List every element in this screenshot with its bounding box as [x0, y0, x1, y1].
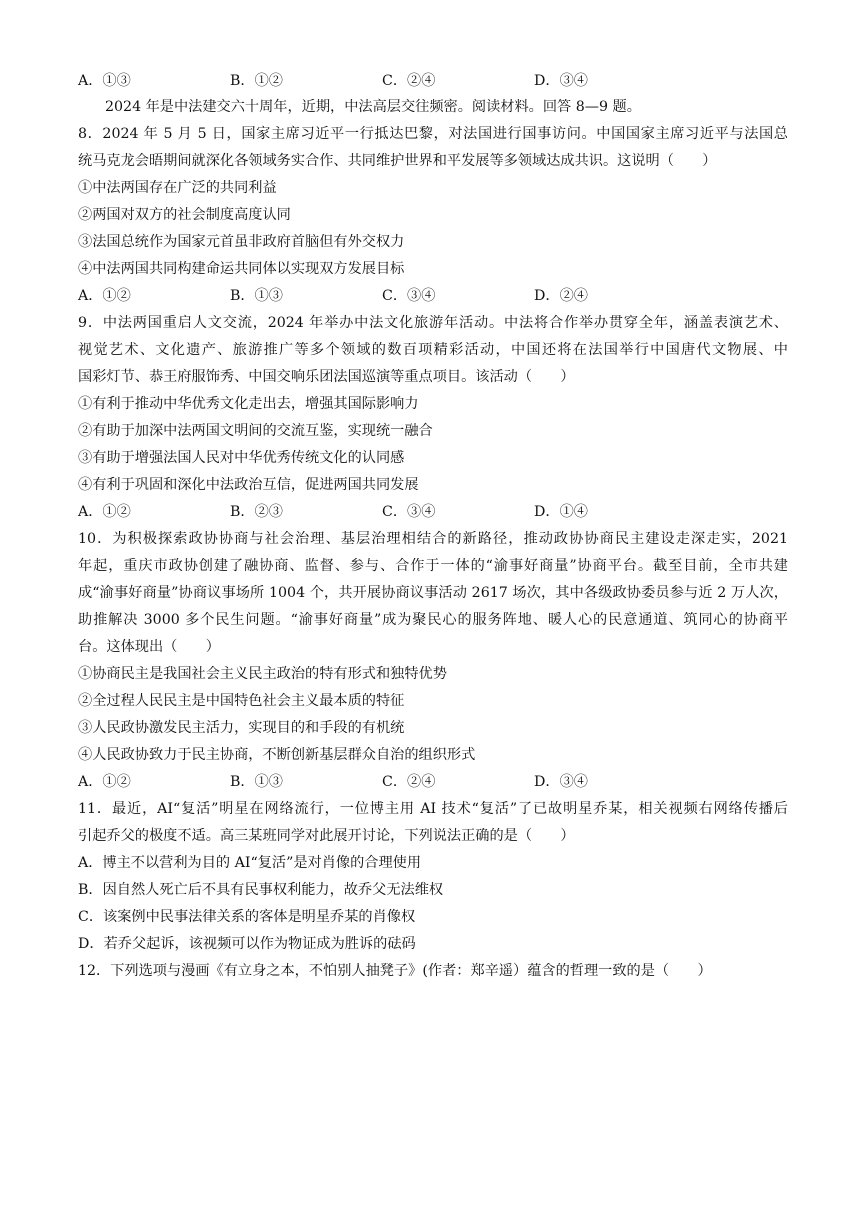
text-line: ②有助于加深中法两国文明间的交流互鉴，实现统一融合 — [78, 423, 433, 439]
text-line: ④人民政协致力于民主协商，不断创新基层群众自治的组织形式 — [78, 747, 476, 763]
answer-option: A．①② — [78, 504, 131, 520]
text-line: 台。这体现出（ ） — [78, 639, 220, 655]
answer-option: D．③④ — [534, 774, 588, 790]
text-line: ①协商民主是我国社会主义民主政治的特有形式和独特优势 — [78, 666, 447, 682]
answer-option: C．③④ — [382, 504, 436, 520]
answer-option: C．②④ — [382, 774, 436, 790]
answer-option: B．②③ — [230, 504, 283, 520]
text-line: 9．中法两国重启人文交流，2024 年举办中法文化旅游年活动。中法将合作举办贯穿全年，涵盖表演艺术、 — [78, 315, 788, 331]
text-line: ③人民政协激发民主活力，实现目的和手段的有机统 — [78, 720, 405, 736]
text-line: 12．下列选项与漫画《有立身之本，不怕别人抽凳子》(作者：郑辛遥）蕴含的哲理一致的是（ ） — [78, 963, 712, 979]
answer-option: A．①② — [78, 288, 131, 304]
answer-options-row — [78, 286, 788, 306]
text-line: ③有助于增强法国人民对中华优秀传统文化的认同感 — [78, 450, 405, 466]
text-line: 年起，重庆市政协创建了融协商、监督、参与、合作于一体的“渝事好商量”协商平台。截至目前，全市共建 — [78, 558, 788, 574]
text-line: 统马克龙会晤期间就深化各领域务实合作、共同维护世界和平发展等多领域达成共识。这说明（ ） — [78, 153, 717, 169]
answer-option: D．②④ — [534, 288, 588, 304]
text-line: 10．为积极探索政协协商与社会治理、基层治理相结合的新路径，推动政协协商民主建设走深走实，2021 — [78, 531, 788, 547]
text-line: 2024 年是中法建交六十周年，近期，中法高层交往频密。阅读材料。回答 8—9 题。 — [105, 99, 641, 115]
answer-option: B．①③ — [230, 774, 283, 790]
text-line: 助推解决 3000 多个民生问题。“渝事好商量”成为聚民心的服务阵地、暖人心的民意通道、筑同心的协商平 — [78, 612, 788, 628]
text-line: ③法国总统作为国家元首虽非政府首脑但有外交权力 — [78, 234, 405, 250]
answer-option: C．③④ — [382, 288, 436, 304]
answer-option: C．②④ — [382, 73, 436, 89]
answer-options-row — [78, 772, 788, 792]
text-line: B．因自然人死亡后不具有民事权利能力，故乔父无法维权 — [78, 882, 444, 898]
text-line: ①中法两国存在广泛的共同利益 — [78, 180, 277, 196]
text-line: C．该案例中民事法律关系的客体是明星乔某的肖像权 — [78, 909, 416, 925]
text-line: 11．最近，AI“复活”明星在网络流行，一位博主用 AI 技术“复活”了已故明星乔某，相关视频右网络传播后 — [78, 801, 788, 817]
answer-option: B．①② — [230, 73, 283, 89]
answer-option: D．③④ — [534, 73, 588, 89]
text-line: ②全过程人民民主是中国特色社会主义最本质的特征 — [78, 693, 405, 709]
text-line: D．若乔父起诉，该视频可以作为物证成为胜诉的砝码 — [78, 936, 416, 952]
answer-option: A．①③ — [78, 73, 131, 89]
text-line: 引起乔父的极度不适。高三某班同学对此展开讨论，下列说法正确的是（ ） — [78, 828, 575, 844]
text-line: 成“渝事好商量”协商议事场所 1004 个，共开展协商议事活动 2617 场次，其中各级政协委员参与近 2 万人次， — [78, 585, 788, 601]
text-line: ④有利于巩固和深化中法政治互信，促进两国共同发展 — [78, 477, 419, 493]
answer-options-row — [78, 71, 788, 91]
answer-option: B．①③ — [230, 288, 283, 304]
text-line: ②两国对双方的社会制度高度认同 — [78, 207, 291, 223]
answer-option: A．①② — [78, 774, 131, 790]
answer-options-row — [78, 502, 788, 522]
text-line: ①有利于推动中华优秀文化走出去，增强其国际影响力 — [78, 396, 419, 412]
answer-option: D．①④ — [534, 504, 588, 520]
text-line: 视觉艺术、文化遗产、旅游推广等多个领域的数百项精彩活动，中国还将在法国举行中国唐代文物展、中 — [78, 342, 788, 358]
text-line: 8．2024 年 5 月 5 日，国家主席习近平一行抵达巴黎，对法国进行国事访问。中国国家主席习近平与法国总 — [78, 126, 788, 142]
text-line: ④中法两国共同构建命运共同体以实现双方发展目标 — [78, 261, 405, 277]
text-line: 国彩灯节、恭王府服饰秀、中国交响乐团法国巡演等重点项目。该活动（ ） — [78, 369, 575, 385]
text-line: A．博主不以营利为目的 AI“复活”是对肖像的合理使用 — [78, 855, 422, 871]
